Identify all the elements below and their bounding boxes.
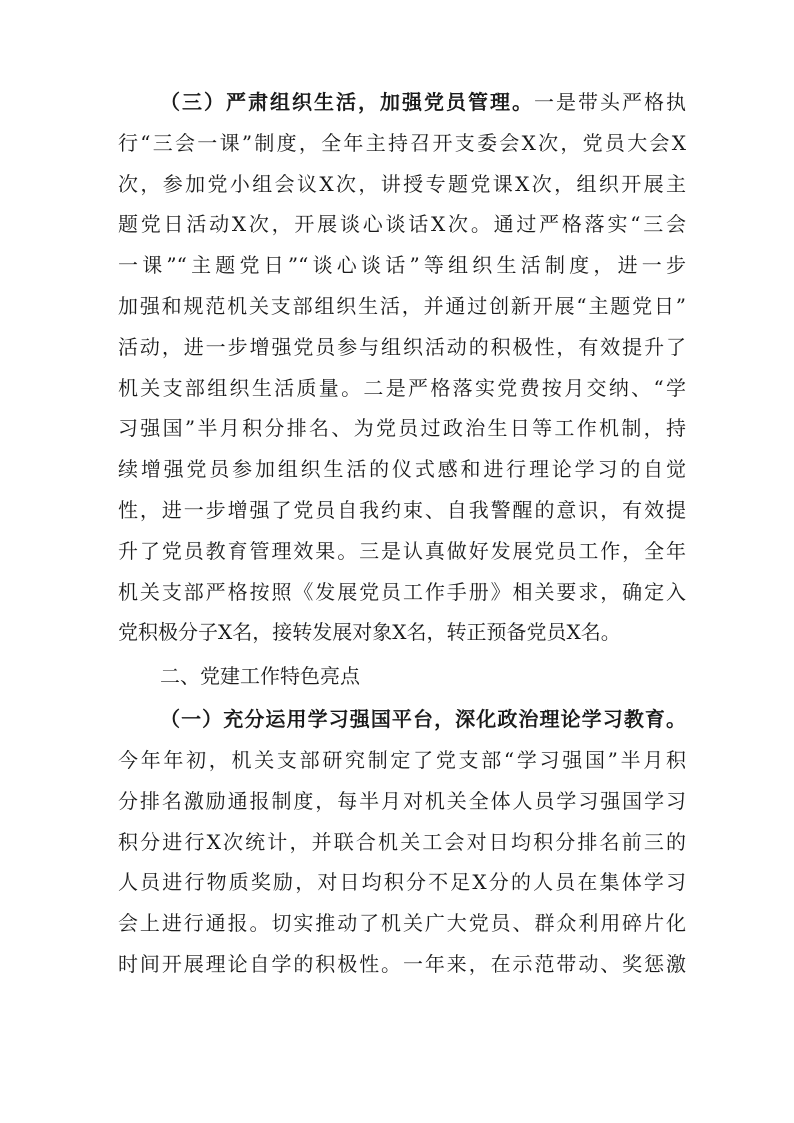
paragraph-1-line: 加强和规范机关支部组织生活，并通过创新开展“主题党日” bbox=[118, 293, 686, 318]
paragraph-2-line: 今年年初，机关支部研究制定了党支部“学习强国”半月积 bbox=[118, 747, 686, 772]
paragraph-2-line: 会上进行通报。切实推动了机关广大党员、群众利用碎片化 bbox=[118, 911, 686, 936]
paragraph-1-line: 机关支部严格按照《发展党员工作手册》相关要求，确定入 bbox=[118, 579, 686, 604]
paragraph-1-line-1 bbox=[118, 82, 686, 123]
paragraph-1-line: 续增强党员参加组织生活的仪式感和进行理论学习的自觉 bbox=[118, 457, 686, 482]
document-body bbox=[118, 82, 686, 985]
paragraph-1-lead: （三）严肃组织生活，加强党员管理。 bbox=[160, 90, 534, 114]
paragraph-1-line: 机关支部组织生活质量。二是严格落实党费按月交纳、“学 bbox=[118, 375, 686, 400]
paragraph-2-line: 时间开展理论自学的积极性。一年来，在示范带动、奖惩激 bbox=[118, 951, 686, 976]
paragraph-1-line-1-text: 一是带头严格执 bbox=[534, 90, 686, 114]
paragraph-1-line: 党积极分子X名，接转发展对象X名，转正预备党员X名。 bbox=[118, 620, 621, 645]
section-heading: 二、党建工作特色亮点 bbox=[160, 664, 360, 689]
paragraph-1-line: 活动，进一步增强党员参与组织活动的积极性，有效提升了 bbox=[118, 334, 686, 359]
paragraph-2-line: 分排名激励通报制度，每半月对机关全体人员学习强国学习 bbox=[118, 788, 686, 813]
paragraph-1-line: 题党日活动X次，开展谈心谈话X次。通过严格落实“三会 bbox=[118, 212, 686, 237]
paragraph-2-line: 人员进行物质奖励，对日均积分不足X分的人员在集体学习 bbox=[118, 870, 686, 895]
paragraph-1-line: 一课”“主题党日”“谈心谈话”等组织生活制度，进一步 bbox=[118, 253, 686, 278]
paragraph-1-line: 次，参加党小组会议X次，讲授专题党课X次，组织开展主 bbox=[118, 171, 686, 196]
paragraph-2-lead: （一）充分运用学习强国平台，深化政治理论学习教育。 bbox=[160, 707, 686, 732]
paragraph-1-line: 性，进一步增强了党员自我约束、自我警醒的意识，有效提 bbox=[118, 497, 686, 522]
paragraph-1-line: 行“三会一课”制度，全年主持召开支委会X次，党员大会X bbox=[118, 130, 686, 155]
paragraph-1-line: 习强国”半月积分排名、为党员过政治生日等工作机制，持 bbox=[118, 416, 686, 441]
paragraph-1-line: 升了党员教育管理效果。三是认真做好发展党员工作，全年 bbox=[118, 538, 686, 563]
paragraph-2-line: 积分进行X次统计，并联合机关工会对日均积分排名前三的 bbox=[118, 829, 686, 854]
